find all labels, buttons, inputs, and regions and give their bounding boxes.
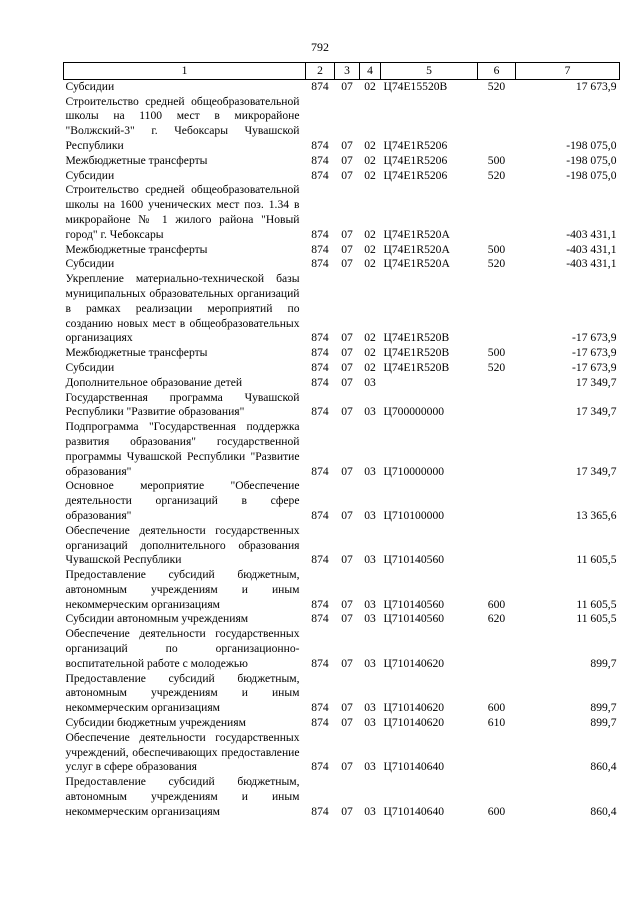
table-row [64,672,620,716]
row-amount: -198 075,0 [566,138,617,152]
row-subsection: 03 [364,375,376,389]
row-amount: -17 673,9 [572,360,617,374]
row-expense-type: 500 [487,346,506,360]
row-name: Субсидии [65,360,115,374]
header-col-2: 2 [306,63,335,80]
table-row [64,612,620,627]
row-section: 07 [341,242,353,256]
row-expense-type: 520 [487,257,506,271]
row-expense-type: 600 [487,804,506,818]
row-amount: -17 673,9 [572,346,617,360]
row-section: 07 [341,346,353,360]
table-row [64,183,620,242]
row-name: Субсидии [65,79,115,93]
table-row [64,775,620,819]
table-body [64,79,620,819]
row-section: 07 [341,138,353,152]
table-row [64,272,620,346]
row-amount: -198 075,0 [566,153,617,167]
row-target-article: Ц74Е1R520А [383,242,450,256]
row-expense-type [478,627,516,671]
row-target-article: Ц74Е1R5206 [383,138,448,152]
row-target-article: Ц74Е1R520В [383,360,450,374]
row-amount: 899,7 [590,701,617,715]
row-target-article: Ц74Е1R520А [383,257,450,271]
row-expense-type [478,183,516,242]
row-subsection: 02 [364,346,376,360]
row-expense-type: 610 [487,716,506,730]
row-code: 874 [311,760,329,774]
table-row [64,391,620,421]
row-code: 874 [311,257,329,271]
table-row [64,731,620,775]
row-code: 874 [311,716,329,730]
row-expense-type [478,420,516,479]
row-amount: 860,4 [590,804,617,818]
row-code: 874 [311,138,329,152]
row-expense-type [478,524,516,568]
row-expense-type [478,479,516,523]
row-section: 07 [341,360,353,374]
row-subsection: 02 [364,79,376,93]
row-section: 07 [341,153,353,167]
row-section: 07 [341,168,353,182]
row-section: 07 [341,227,353,241]
row-section: 07 [341,804,353,818]
row-amount: 860,4 [590,760,617,774]
row-name: Обеспечение деятельности государственных учреждений, обеспечивающих предоставление услуг в сфере образования [65,730,300,774]
row-subsection: 02 [364,153,376,167]
header-row [64,63,620,80]
table-row [64,346,620,361]
row-name: Субсидии автономным учреждениям [65,612,249,626]
row-subsection: 02 [364,227,376,241]
row-code: 874 [311,508,329,522]
row-amount: 11 605,5 [576,597,617,611]
table-row [64,376,620,391]
table-row [64,420,620,479]
row-subsection: 03 [364,464,376,478]
row-target-article: Ц74Е15520В [383,79,448,93]
row-code: 874 [311,612,329,626]
row-name: Межбюджетные трансферты [65,242,208,256]
row-section: 07 [341,79,353,93]
row-name: Обеспечение деятельности государственных организаций дополнительного образования Чувашской Республики [65,523,300,567]
table-row [64,95,620,154]
row-amount: 899,7 [590,656,617,670]
row-name: Обеспечение деятельности государственных организаций по организационно-воспитательной работе с молодежью [65,627,300,670]
row-target-article: Ц710140640 [383,760,445,774]
row-section: 07 [341,612,353,626]
row-subsection: 03 [364,716,376,730]
table-row [64,257,620,272]
row-target-article [381,376,478,391]
row-name: Основное мероприятие "Обеспечение деятельности организаций в сфере образования" [65,479,300,522]
row-section: 07 [341,405,353,419]
row-amount: -403 431,1 [566,242,617,256]
row-target-article: Ц700000000 [383,405,445,419]
row-expense-type [478,731,516,775]
row-target-article: Ц74Е1R5206 [383,153,448,167]
row-section: 07 [341,701,353,715]
row-section: 07 [341,553,353,567]
row-section: 07 [341,375,353,389]
row-code: 874 [311,464,329,478]
row-name: Межбюджетные трансферты [65,153,208,167]
row-section: 07 [341,597,353,611]
header-col-4: 4 [360,63,381,80]
row-subsection: 03 [364,508,376,522]
row-target-article: Ц74Е1R5206 [383,168,448,182]
row-subsection: 02 [364,242,376,256]
row-expense-type: 600 [487,701,506,715]
row-name: Субсидии [65,257,115,271]
header-col-7: 7 [516,63,620,80]
row-subsection: 02 [364,257,376,271]
row-subsection: 03 [364,553,376,567]
row-name: Укрепление материально-технической базы муниципальных образовательных организаций в рамках реализации мероприятий по созданию новых мест в общеобразовательных организациях [65,272,300,345]
row-subsection: 03 [364,597,376,611]
row-name: Субсидии [65,168,115,182]
row-target-article: Ц710140620 [383,716,445,730]
table-row [64,524,620,568]
row-code: 874 [311,153,329,167]
row-code: 874 [311,656,329,670]
row-amount: 11 605,5 [576,612,617,626]
row-subsection: 03 [364,612,376,626]
table-row [64,361,620,376]
row-subsection: 02 [364,138,376,152]
row-target-article: Ц710140640 [383,804,445,818]
row-amount: 17 349,7 [575,405,617,419]
table-row [64,479,620,523]
row-subsection: 02 [364,360,376,374]
row-code: 874 [311,346,329,360]
row-expense-type: 520 [487,360,506,374]
table-row [64,169,620,184]
row-expense-type: 520 [487,79,506,93]
row-subsection: 02 [364,168,376,182]
row-name: Предоставление субсидий бюджетным, автономным учреждениям и иным некоммерческим организациям [65,568,300,611]
header-col-3: 3 [335,63,360,80]
table-row [64,568,620,612]
table-row [64,627,620,671]
row-expense-type: 520 [487,168,506,182]
row-code: 874 [311,227,329,241]
row-target-article: Ц710140560 [383,553,445,567]
row-amount: -198 075,0 [566,168,617,182]
row-expense-type [478,95,516,154]
row-section: 07 [341,716,353,730]
row-subsection: 03 [364,656,376,670]
row-amount: -403 431,1 [566,257,617,271]
row-expense-type: 500 [487,242,506,256]
row-expense-type [478,272,516,346]
table-header [64,63,620,80]
row-code: 874 [311,242,329,256]
row-expense-type: 500 [487,153,506,167]
table-row [64,243,620,258]
table-row [64,716,620,731]
row-name: Строительство средней общеобразовательной школы на 1100 мест в микрорайоне "Волжский-3" г. Чебоксары Чувашской Республики [65,94,300,152]
budget-table-container [63,62,619,820]
row-target-article: Ц74Е1R520А [383,227,450,241]
row-section: 07 [341,257,353,271]
row-expense-type [478,391,516,421]
row-section: 07 [341,464,353,478]
row-name: Государственная программа Чувашской Республики "Развитие образования" [65,390,300,419]
row-name: Предоставление субсидий бюджетным, автономным учреждениям и иным некоммерческим организациям [65,775,300,818]
row-amount: -17 673,9 [572,331,617,345]
row-code: 874 [311,375,329,389]
row-section: 07 [341,656,353,670]
row-code: 874 [311,331,329,345]
table-row [64,79,620,94]
page-number: 792 [311,40,329,54]
row-code: 874 [311,553,329,567]
row-name: Межбюджетные трансферты [65,346,208,360]
row-code: 874 [311,79,329,93]
row-target-article: Ц74Е1R520В [383,346,450,360]
row-code: 874 [311,804,329,818]
header-col-6: 6 [478,63,516,80]
row-subsection: 03 [364,804,376,818]
row-subsection: 03 [364,701,376,715]
budget-table [63,62,620,820]
row-expense-type [478,376,516,391]
row-target-article: Ц74Е1R520В [383,331,450,345]
row-expense-type: 600 [487,597,506,611]
row-amount: 899,7 [590,716,617,730]
row-target-article: Ц710000000 [383,464,445,478]
row-subsection: 02 [364,331,376,345]
row-amount: -403 431,1 [566,227,617,241]
row-target-article: Ц710140620 [383,656,445,670]
row-amount: 11 605,5 [576,553,617,567]
header-col-1: 1 [64,63,306,80]
row-target-article: Ц710100000 [383,508,445,522]
row-name: Предоставление субсидий бюджетным, автономным учреждениям и иным некоммерческим организациям [65,671,300,715]
row-name: Субсидии бюджетным учреждениям [65,716,246,730]
row-code: 874 [311,405,329,419]
row-amount: 17 349,7 [575,464,617,478]
row-name: Дополнительное образование детей [65,375,243,389]
row-code: 874 [311,701,329,715]
row-name: Строительство средней общеобразовательной школы на 1600 ученических мест поз. 1.34 в микрорайоне № 1 жилого района "Новый город" г. Чебоксары [65,183,300,241]
row-amount: 13 365,6 [575,508,617,522]
row-code: 874 [311,597,329,611]
row-amount: 17 673,9 [575,79,617,93]
row-target-article: Ц710140620 [383,701,445,715]
row-section: 07 [341,331,353,345]
row-code: 874 [311,360,329,374]
row-expense-type: 620 [487,612,506,626]
row-name: Подпрограмма "Государственная поддержка развития образования" государственной программы Чувашской Республики "Развитие образования" [65,420,300,478]
row-section: 07 [341,508,353,522]
row-code: 874 [311,168,329,182]
header-col-5: 5 [381,63,478,80]
row-target-article: Ц710140560 [383,612,445,626]
table-row [64,154,620,169]
row-subsection: 03 [364,405,376,419]
row-section: 07 [341,760,353,774]
row-target-article: Ц710140560 [383,597,445,611]
row-amount: 17 349,7 [575,375,617,389]
row-subsection: 03 [364,760,376,774]
